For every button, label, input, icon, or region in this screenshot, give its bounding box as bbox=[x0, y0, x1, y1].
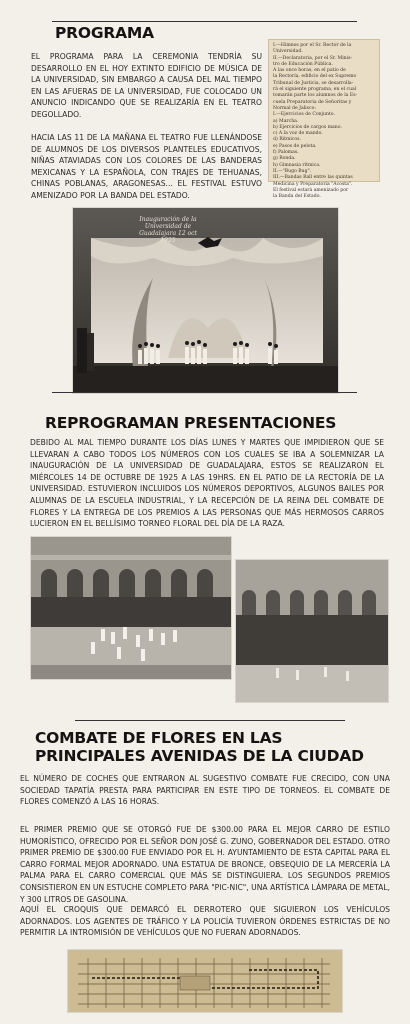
teatro-stage-illustration bbox=[73, 208, 338, 393]
clipping-line: la Banda del Estado. bbox=[273, 194, 321, 200]
patio-illustration-left bbox=[31, 537, 231, 679]
photo-underline bbox=[52, 392, 357, 393]
clipping-line: I.—Himnos por el Sr. Rector de la bbox=[273, 43, 352, 48]
clipping-line: g) Ronda. bbox=[273, 156, 296, 162]
route-map-illustration bbox=[68, 950, 342, 1012]
patio-illustration-right bbox=[236, 560, 388, 702]
clipping-line: b) Ejercicios de cargos mano. bbox=[273, 124, 342, 130]
clipping-line: I.—Ejercicios de Conjunto. bbox=[273, 112, 335, 118]
combate-paragraph-3: AQUÍ EL CROQUIS QUE DEMARCÓ EL DERROTERO QUE SIGUIERON LOS VEHÍCULOS ADORNADOS. LOS AGENTES DE TRÁFICO Y LA POLICÍA TUVIERON ÓRDENES ESTRICTAS DE NO PERMITIR LA INTROMISIÓN DE VEHÍCULOS QUE NO FUERAN ADORNADOS. bbox=[20, 905, 390, 938]
reprograman-paragraph: DEBIDO AL MAL TIEMPO DURANTE LOS DÍAS LUNES Y MARTES QUE IMPIDIERON QUE SE LLEVARAN A CABO TODOS LOS NÚMEROS CON LOS CUALES SE IBA A SOLEMNIZAR LA INAUGURACIÓN DE LA UNIVERSIDAD DE GUADALAJARA, ESTOS SE REALIZARON EL MIÉRCOLES 14 DE OCTUBRE DE 1925 A LAS 19HRS. EN EL PATIO DE LA RECTORÍA DE LA UNIVERSIDAD. ESTUVIERON INCLUIDOS LOS NÚMEROS DEPORTIVOS, ALGUNOS BAILES POR ALUMNAS DE LA ESCUELA INDUSTRIAL, Y LA RECEPCIÓN DE LA REINA DEL COMBATE DE FLORES Y LA ENTREGA DE LOS PREMIOS A LAS PERSONAS QUE MÁS HERMOSOS CARROS LUCIERON EN EL BELLÍSIMO TORNEO FLORAL DEL DÍA DE LA RAZA. bbox=[30, 438, 384, 529]
clipping-line: la Rectoría, edificio del ex Supremo bbox=[273, 74, 357, 80]
combate-top-divider bbox=[75, 720, 345, 721]
clipping-line: II.—Declaratoria, por el Sr. Minis- bbox=[273, 55, 353, 61]
combate-paragraph-1: EL NÚMERO DE COCHES QUE ENTRARON AL SUGESTIVO COMBATE FUE CRECIDO, CON UNA SOCIEDAD TAPATÍA PRESTA PARA PARTICIPAR EN ESTE TIPO DE TORNEOS. EL COMBATE DE FLORES COMENZÓ A LAS 16 HORAS. bbox=[20, 774, 390, 807]
clipping-line: d) Ritmicos. bbox=[273, 137, 301, 143]
programa-newspaper-clipping bbox=[268, 39, 380, 200]
combate-title-line-1: COMBATE DE FLORES EN LAS bbox=[35, 729, 283, 747]
programa-paragraph-1: EL PROGRAMA PARA LA CEREMONIA TENDRÍA SU DESARROLLO EN EL HOY EXTINTO EDIFICIO DE MÚSICA DE LA UNIVERSIDAD, SIN EMBARGO A CAUSA DEL MAL TIEMPO EN LAS AFUERAS DE LA UNIVERSIDAD, FUE COLOCADO UN ANUNCIO INDICANDO QUE SE REALIZARÍA EN EL TEATRO DEGOLLADO. bbox=[31, 52, 262, 119]
programa-title: PROGRAMA bbox=[55, 24, 154, 42]
clipping-line: III.—Bandas Ball entre las quintas bbox=[273, 175, 353, 181]
clipping-line: rá el siguiente programa, en el cual bbox=[273, 87, 357, 93]
patio-rectoria-photo-right bbox=[236, 560, 388, 702]
clipping-line: h) Gimnasia rítmica. bbox=[273, 162, 321, 168]
route-sketch-map bbox=[68, 950, 342, 1012]
clipping-line: A las once horas, en el patio de bbox=[273, 68, 346, 74]
clipping-line: Medicina y Preparatoria "Acosta". bbox=[273, 181, 353, 187]
clipping-line: c) A la voz de mando. bbox=[273, 131, 323, 137]
clipping-line: cuela Preparatoria de Señoritas y bbox=[273, 99, 352, 105]
clipping-line: tro de Educación Pública. bbox=[273, 61, 333, 67]
clipping-line: e) Pasos de pelota. bbox=[273, 143, 317, 149]
clipping-line: Normal de Jalisco: bbox=[273, 105, 316, 111]
top-divider bbox=[52, 21, 357, 22]
reprograman-title: REPROGRAMAN PRESENTACIONES bbox=[45, 414, 337, 432]
programa-paragraph-2: HACIA LAS 11 DE LA MAÑANA EL TEATRO FUE LLENÁNDOSE DE ALUMNOS DE LOS DIVERSOS PLANTELES EDUCATIVOS, NIÑAS ATAVIADAS CON LOS COLORES DE LAS BANDERAS MEXICANAS Y LA ESPAÑOLA, CON TRAJES DE TEHUANAS, CHINAS POBLANAS, ARAGONESAS... EL FESTIVAL ESTUVO AMENIZADO POR LA BANDA DEL ESTADO. bbox=[31, 133, 262, 200]
combate-title-line-2: PRINCIPALES AVENIDAS DE LA CIUDAD bbox=[35, 747, 364, 765]
clipping-line: Tribunal de Justicia, se desarrolla- bbox=[273, 80, 354, 86]
clipping-line: tomarán parte los alumnos de la Es- bbox=[273, 93, 358, 99]
patio-rectoria-photo-left bbox=[31, 537, 231, 679]
clipping-line: II.—"Bugo Bug". bbox=[273, 168, 312, 174]
combate-paragraph-2: EL PRIMER PREMIO QUE SE OTORGÓ FUE DE $300.00 PARA EL MEJOR CARRO DE ESTILO HUMORÍSTICO, OFRECIDO POR EL SEÑOR DON JOSÉ G. ZUNO, GOBERNADOR DEL ESTADO. OTRO PRIMER PREMIO DE $300.00 FUE ENVIADO POR EL H. AYUNTAMIENTO DE ESTA CAPITAL PARA EL CARRO FORMAL MEJOR ADORNADO. UNA ESTATUA DE BRONCE, OBSEQUIO DE LA MERCERÍA LA PALMA PARA EL CARRO COMERCIAL QUE MÁS SE DISTINGUIERA. LOS SEGUNDOS PREMIOS CONSISTIERON EN UN ESTUCHE COMPLETO PARA "PIC-NIC", UNA ARTÍSTICA LÁMPARA DE METAL, Y 300 LITROS DE GASOLINA. bbox=[20, 825, 390, 904]
clipping-line: f) Palomas. bbox=[273, 150, 299, 156]
clipping-line: Universidad. bbox=[273, 49, 303, 55]
teatro-degollado-photo bbox=[73, 208, 338, 393]
clipping-line: a) Marcha. bbox=[273, 118, 299, 124]
clipping-line: El festival estará amenizado por bbox=[273, 187, 349, 193]
photo-inscription: Inauguración de la Universidad de Guadalajara 12 oct 1925 bbox=[139, 216, 197, 244]
